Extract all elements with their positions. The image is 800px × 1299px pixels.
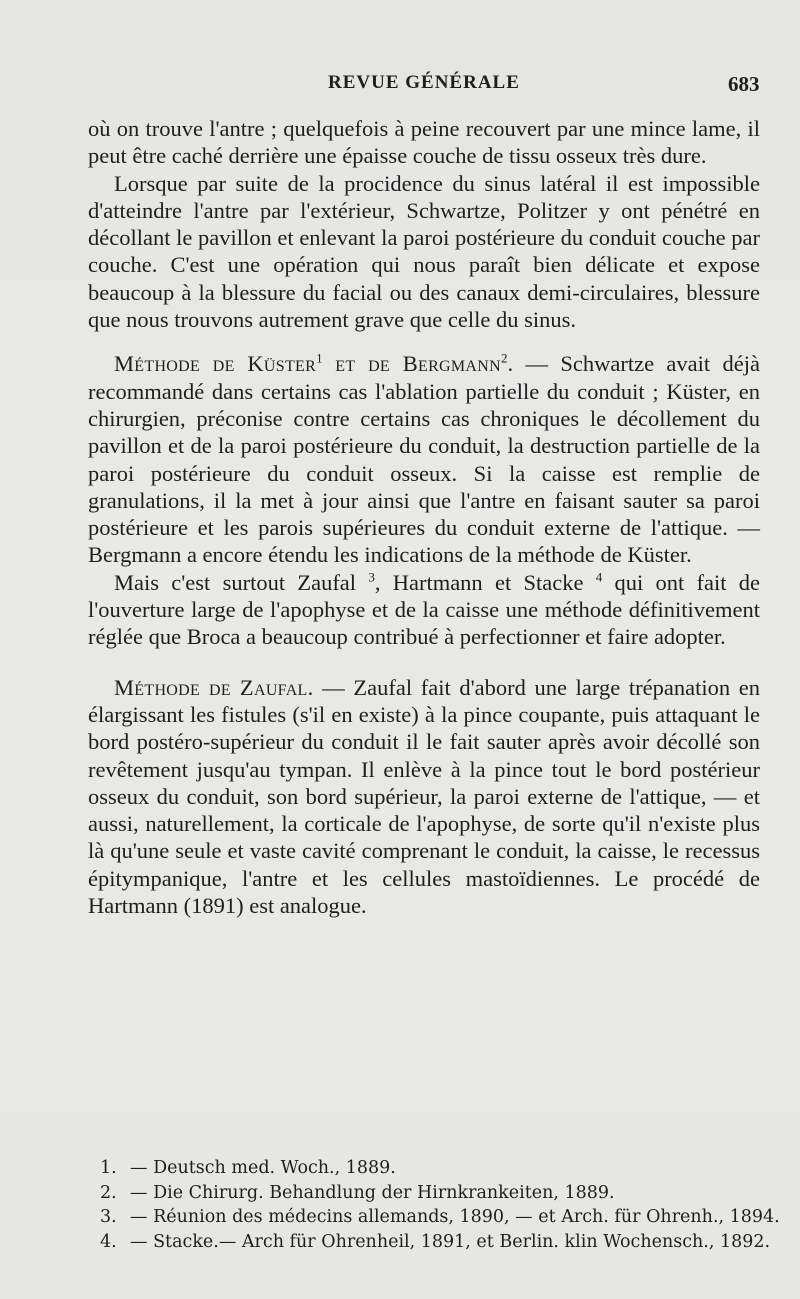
section-heading-zaufal: Méthode de Zaufal. [114, 674, 314, 700]
footnote-3 [100, 1205, 780, 1230]
footnote-text: — Die Chirurg. Behandlung der Hirnkrankeiten, 1889. [130, 1182, 615, 1203]
footnote-ref-3: 3 [368, 569, 375, 585]
paragraph-kuster [88, 350, 760, 568]
footnote-text: — Stacke.— Arch für Ohrenheil, 1891, et Berlin. klin Wochensch., 1892. [130, 1231, 771, 1252]
page-number: 683 [728, 72, 760, 96]
text-run: , Hartmann et Stacke [374, 569, 596, 595]
footnotes [100, 1156, 780, 1254]
paragraph-2: Lorsque par suite de la procidence du sinus latéral il est impossible d'atteindre l'antre par l'extérieur, Schwartze, Politzer y ont pénétré en décollant le pavillon et enlevant la paroi postérieure du conduit couche par couche. C'est une opération qui nous paraît bien délicate et expose beaucoup à la blessure du facial ou des canaux demi-circulaires, blessure que nous trouvons autrement grave que celle du sinus. [88, 170, 760, 333]
footnote-text: — Deutsch med. Woch., 1889. [130, 1158, 396, 1178]
footnote-text: — Réunion des médecins allemands, 1890, — et Arch. für Ohrenh., 1894. [130, 1207, 780, 1227]
section-heading-kuster: Méthode de Küster [114, 351, 317, 377]
footnote-ref-2: 2 [501, 350, 508, 366]
footnote-number: 3. [100, 1207, 117, 1227]
footnote-number: 4. [100, 1231, 117, 1252]
heading-conjunction: et de [322, 351, 403, 377]
running-head: REVUE GÉNÉRALE [328, 72, 520, 93]
page-header [0, 72, 800, 102]
main-text [88, 115, 760, 919]
footnote-number: 1. [100, 1158, 117, 1178]
footnote-2 [100, 1181, 760, 1206]
footnote-1 [100, 1156, 760, 1181]
footnote-4 [100, 1230, 771, 1255]
text-run: Mais c'est surtout Zaufal [114, 569, 369, 595]
paragraph-zaufal-intro [88, 569, 760, 651]
paragraph-kuster-text: . — Schwartze avait déjà recommandé dans certains cas l'ablation partielle du conduit ; Küster, en chirurgien, préconise contre certains cas chroniques le décollement du pavillon et de la paroi postérieure du conduit, la destruction partielle de la paroi postérieure du conduit osseux. Si la caisse est remplie de granulations, il la met à jour ainsi que l'antre en faisant sauter sa paroi postérieure et les parois supérieures du conduit externe de l'attique. — Bergmann a encore étendu les indications de la méthode de Küster. [88, 351, 761, 568]
footnote-ref-4: 4 [595, 569, 603, 585]
footnote-number: 2. [100, 1182, 117, 1203]
paragraph-zaufal-text: — Zaufal fait d'abord une large trépanation en élargissant les fistules (s'il en existe) à la pince coupante, puis attaquant le bord postéro-supérieur du conduit il le fait sauter après avoir décollé son revêtement jusqu'au tympan. Il enlève à la pince tout le bord postérieur osseux du conduit, son bord supérieur, la paroi externe de l'attique, — et aussi, naturellement, la corticale de l'apophyse, de sorte qu'il n'existe plus là qu'une seule et vaste cavité comprenant le conduit, la caisse, le recessus épitympanique, l'antre et les cellules mastoïdiennes. Le procédé de Hartmann (1891) est analogue. [88, 674, 760, 919]
paragraph-zaufal-method [88, 674, 760, 920]
paragraph-1: où on trouve l'antre ; quelquefois à peine recouvert par une mince lame, il peut être caché derrière une épaisse couche de tissu osseux très dure. [88, 116, 760, 169]
footnote-ref-1: 1 [316, 350, 323, 366]
text-run: qui ont fait de l'ouverture large de l'apophyse et de la caisse une méthode définitivement réglée que Broca a beaucoup contribué à perfectionner et faire adopter. [88, 569, 760, 650]
section-heading-bergmann: Bergmann [402, 351, 501, 377]
